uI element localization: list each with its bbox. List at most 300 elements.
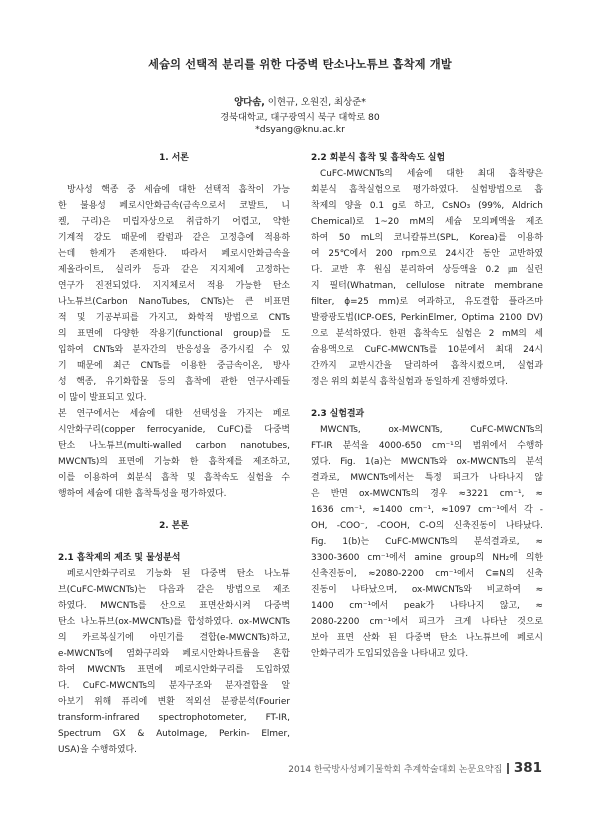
word: 니 [281, 201, 290, 211]
word: cm⁻¹, [409, 505, 434, 515]
paragraph-intro-1 [58, 182, 290, 406]
word: 탄소 [439, 633, 458, 643]
subsection-heading-2-2: 2.2 회분식 흡착 및 흡착속도 실험 [311, 153, 446, 163]
word: 는데 [58, 249, 76, 259]
word: Perkin- [219, 729, 250, 739]
word: 제조하고, [252, 457, 290, 467]
word: 수 [263, 345, 272, 355]
footer-divider [507, 763, 509, 774]
word: 교반하였 [508, 249, 543, 259]
word: ɸ=25 [344, 297, 369, 307]
word: 의한 [525, 553, 543, 563]
text-line [311, 278, 543, 294]
text-line [58, 726, 290, 742]
word: 다. [58, 681, 70, 691]
word: 성 [58, 377, 67, 387]
text-line [311, 342, 543, 358]
word: 고정층에 [219, 233, 255, 243]
word: Fig. [311, 537, 327, 547]
word: 다중벽 [200, 569, 227, 579]
word: 방법으로 [223, 313, 259, 323]
text-line [311, 182, 543, 198]
text-line [58, 662, 290, 678]
text-line [311, 438, 543, 454]
text-line [58, 438, 290, 454]
affiliation: 경북대학교, 대구광역시 북구 대학로 80 [220, 112, 380, 123]
word: 어렵고, [232, 217, 261, 227]
word: 분광분석(Fourier [221, 697, 290, 707]
word: 나노튜브(Carbon [58, 297, 128, 307]
word: ≈ [535, 489, 543, 499]
word: 경우 [430, 489, 448, 499]
word: 같은 [192, 233, 210, 243]
word: 실린 [525, 265, 543, 275]
word: 실험과 [517, 361, 543, 371]
paragraph-preparation [58, 566, 290, 758]
section-heading-body: 2. 본론 [159, 521, 189, 531]
word: 흡착량은 [508, 169, 543, 179]
word: 지지체로서 [152, 281, 196, 291]
word: 고정하는 [255, 265, 290, 275]
word: ㎛ [508, 265, 518, 275]
text-line [58, 422, 290, 438]
word: 브(CuFC-MWCNTs)는 [58, 585, 147, 595]
word: ≈3221 [458, 489, 489, 499]
word: 0.2 [485, 265, 500, 275]
word: 도입하였 [255, 665, 290, 675]
word: 표면산화시켜 [199, 601, 251, 611]
word: 분석을 [342, 441, 369, 451]
word: 입하여 [58, 345, 84, 355]
word: ≈ [535, 601, 543, 611]
word: 실리카 [115, 265, 141, 275]
text-line [311, 310, 543, 326]
word: 흡착속도 [204, 473, 239, 483]
word: 간까지 [311, 361, 337, 371]
word: 1636 [311, 505, 334, 515]
word: 각 [524, 505, 533, 515]
word: CuFC-MWCNTs를 [364, 345, 438, 355]
left-column [58, 150, 290, 758]
word: Elmer, [261, 729, 290, 739]
word: 실험을 [246, 473, 273, 483]
word: 방법으로 [226, 585, 261, 595]
word: 분석하였다. [335, 329, 382, 339]
word: 이용한 [180, 361, 207, 371]
word: 분리하여 [399, 265, 435, 275]
word: 결합(e-MWCNTs)하고, [199, 633, 290, 643]
word: 존재한다. [129, 249, 167, 259]
word: MWCNTs에서는 [350, 473, 414, 483]
text-line [311, 518, 543, 534]
word: 염화구리와 [126, 649, 170, 659]
corresponding-email: *dsyang@knu.ac.kr [255, 124, 345, 135]
word: & [137, 729, 145, 739]
word: 수행하 [517, 441, 543, 451]
text-line [311, 534, 543, 550]
word: 실험방법으로 [470, 185, 523, 195]
word: 흡착에 [185, 377, 211, 387]
word: 다중벽 [405, 633, 432, 643]
word: 강도 [93, 233, 111, 243]
word: 나노튜브에 [465, 633, 509, 643]
word: 등의 [158, 377, 176, 387]
word: amine [414, 553, 442, 563]
word: 다중벽 [264, 601, 290, 611]
word: 및 [76, 313, 86, 323]
word: 작용기(functional [149, 329, 223, 339]
word: CNTs를 [140, 361, 171, 371]
text-line [58, 294, 290, 310]
word: 세슘에 [144, 185, 170, 195]
word: 범위에서 [472, 441, 507, 451]
word: 세슘에 [129, 409, 156, 419]
word: 가능한 [235, 281, 262, 291]
word: -COOH, [376, 521, 410, 531]
word: 은 [311, 489, 320, 499]
word: 2100 [499, 313, 522, 323]
word: 흡착속도 [413, 329, 448, 339]
word: 이용하 [517, 233, 543, 243]
word: e-MWCNTs에 [58, 649, 114, 659]
text-line [58, 230, 290, 246]
word: 유기화합물 [105, 377, 149, 387]
word: 적 [58, 313, 67, 323]
word: C-O의 [419, 521, 445, 531]
word: 교반시간을 [349, 361, 392, 371]
word: 대한 [446, 169, 464, 179]
word: 연구사례들 [247, 377, 290, 387]
text-line [311, 294, 543, 310]
word: 코니칼튜브(SPL, [393, 233, 459, 243]
word: 켈, [58, 217, 70, 227]
subsection-heading-2-3: 2.3 실험결과 [311, 409, 365, 419]
word: 다. [311, 265, 323, 275]
word: 카르복실기에 [82, 633, 134, 643]
text-line [311, 486, 543, 502]
text-line [311, 358, 543, 374]
word: 진동이 [311, 585, 337, 595]
word: 분석 [525, 457, 543, 467]
word: CuFC-MWCNTs의 [470, 425, 543, 435]
word: 적용하 [264, 233, 290, 243]
word: 흡 [534, 185, 543, 195]
word: 3300-3600 [311, 553, 360, 563]
text-line: 안화구리가 도입되었음을 나타내고 있다. [311, 649, 469, 659]
text-line [311, 550, 543, 566]
word: 것으로 [517, 617, 543, 627]
word: 증가시킬 [219, 345, 255, 355]
word: 특정 [424, 473, 442, 483]
word: 수 [281, 473, 290, 483]
word: 산화 [362, 633, 380, 643]
text-line [58, 710, 290, 726]
text-line [58, 694, 290, 710]
word: 였다. [311, 457, 331, 467]
word: 다음과 [158, 585, 185, 595]
word: 제조 [272, 585, 290, 595]
word: carbon [195, 441, 227, 451]
word: 페로시안화나트륨을 [182, 649, 260, 659]
word: 24시 [523, 345, 543, 355]
word: 합성하였다. [187, 617, 234, 627]
word: 나타났다. [505, 521, 543, 531]
word: ≈1400 [372, 505, 403, 515]
text-line [58, 262, 290, 278]
word: cm⁻¹에서 [369, 617, 409, 627]
word: 등과 [152, 265, 170, 275]
word: 않 [534, 473, 543, 483]
word: 200 [375, 249, 393, 259]
word: 기공부피를 [95, 313, 139, 323]
paper-title: 세슘의 선택적 분리를 위한 다중벽 탄소나노튜브 흡착제 개발 [148, 58, 452, 71]
word: Fig. [340, 457, 356, 467]
word: Aldrich [512, 201, 543, 211]
text-line [58, 198, 290, 214]
text-line [58, 182, 290, 198]
word: 핵종 [101, 185, 119, 195]
word: 선택적 [204, 185, 230, 195]
word: 한계가 [89, 249, 116, 259]
word: cm⁻¹, [499, 489, 525, 499]
word: C≡N의 [485, 569, 515, 579]
word: 된 [388, 633, 397, 643]
word: -COO⁻, [336, 521, 368, 531]
word: 페로시안화금속(금속으로서 [119, 201, 226, 211]
text-line [311, 214, 543, 230]
text-line [311, 454, 543, 470]
word: MWCNTs, [320, 425, 361, 435]
word: 나타나지 [449, 601, 485, 611]
word: 위해 [94, 697, 112, 707]
word: CuFC-MWCNTs의 [385, 537, 458, 547]
word: Korea)를 [469, 233, 507, 243]
text-line [311, 262, 543, 278]
word: 분자결합을 [225, 681, 269, 691]
word: CNTs [268, 313, 290, 323]
text-line [58, 278, 290, 294]
word: ≈ [535, 537, 543, 547]
word: 페로시안화구리를 [175, 665, 244, 675]
word: 대한 [178, 185, 196, 195]
word: 혼합 [272, 649, 290, 659]
word: 2080-2200 [311, 617, 360, 627]
paragraph-intro-2 [58, 406, 290, 502]
word: ferrocyanide, [146, 425, 206, 435]
text-line [58, 374, 290, 390]
word: 방사성 [67, 185, 93, 195]
other-authors: 이현규, 오원진, 최상준* [264, 97, 366, 108]
word: NanoTubes, [138, 297, 190, 307]
word: 때문에 [76, 361, 103, 371]
word: 기계적 [58, 233, 84, 243]
word: 진전되었다. [95, 281, 141, 291]
word: CNTs)는 [200, 297, 235, 307]
word: ≈2080-2200 [368, 569, 424, 579]
word: 24시간 [445, 249, 474, 259]
word: ≈1097 [441, 505, 472, 515]
word: 아민기를 [149, 633, 184, 643]
word: 나노튜브(multi-walled [89, 441, 182, 451]
word: 반응성을 [176, 345, 211, 355]
word: 도 [281, 329, 290, 339]
word: DV) [526, 313, 543, 323]
text-line [58, 326, 290, 342]
word: 흡착이 [238, 185, 265, 195]
word: cm⁻¹에서 [478, 505, 518, 515]
word: 알 [281, 681, 290, 691]
word: 가능 [272, 185, 290, 195]
word: 의 [58, 329, 67, 339]
word: 변환 [157, 697, 175, 707]
word: 으로 [311, 329, 329, 339]
word: 표면에 [77, 329, 103, 339]
word: 표면 [336, 633, 354, 643]
text-line [58, 598, 290, 614]
text-line [58, 358, 290, 374]
word: mM의 [501, 329, 527, 339]
text-line: 정은 위의 회분식 흡착실험과 동일하게 진행하였다. [311, 377, 508, 387]
conference-name: 2014 한국방사성폐기물학회 추계학술대회 논문요약집 [288, 764, 503, 775]
word: 신축 [525, 569, 543, 579]
text-line [311, 614, 543, 630]
word: 1400 [311, 601, 334, 611]
word: mM의 [409, 217, 435, 227]
word: 흡착제를 [208, 457, 243, 467]
word: 하여 [58, 665, 76, 675]
word: - [539, 505, 543, 515]
text-line: 행하여 세슘에 대한 흡착특성을 평가하였다. [58, 489, 227, 499]
word: 10분에서 [447, 345, 485, 355]
word: 교반 [331, 265, 349, 275]
word: peak가 [403, 601, 435, 611]
subsection-heading-2-1: 2.1 흡착제의 제조 및 물성분석 [58, 553, 181, 563]
word: CuFC-MWCNTs의 [82, 681, 156, 691]
word: 원심 [373, 265, 392, 275]
word: Optima [461, 313, 495, 323]
text-line [58, 646, 290, 662]
word: 같은 [196, 585, 214, 595]
word: CsNO₃ [442, 201, 471, 211]
word: 한 [189, 457, 199, 467]
word: ≈ [535, 585, 543, 595]
text-line [311, 630, 543, 646]
word: 칼럼과 [156, 233, 183, 243]
text-line [311, 422, 543, 438]
word: 나노튜 [264, 569, 290, 579]
text-line [58, 678, 290, 694]
word: 평가하였다. [412, 185, 459, 195]
word: 취급하기 [186, 217, 221, 227]
word: 아보기 [58, 697, 84, 707]
word: cm⁻¹에서 [349, 601, 389, 611]
word: 적외선 [185, 697, 211, 707]
word: 제조 [525, 217, 543, 227]
word: 4000-650 [378, 441, 422, 451]
text-line [311, 470, 543, 486]
right-column [311, 150, 543, 662]
word: 분자구조와 [168, 681, 212, 691]
word: 세 [534, 329, 543, 339]
word: 하였다. [58, 601, 87, 611]
word: Spectrum [58, 729, 102, 739]
word: MWCNTs를 [100, 601, 147, 611]
first-author: 양다솜, [234, 97, 265, 108]
text-line [311, 166, 543, 182]
word: 최대 [477, 169, 495, 179]
paragraph-results [311, 422, 543, 662]
word: 핵종, [76, 377, 97, 387]
word: 동안 [482, 249, 500, 259]
word: 다중벽 [264, 425, 290, 435]
word: 지지체에 [209, 265, 245, 275]
word: 산으로 [160, 601, 186, 611]
word: 코발트, [239, 201, 268, 211]
word: 페로시안화금속을 [221, 249, 290, 259]
word: 후 [356, 265, 366, 275]
word: 모의폐액을 [472, 217, 516, 227]
word: membrane [494, 281, 543, 291]
word: 반면 [330, 489, 348, 499]
word: 탄소 [58, 441, 76, 451]
word: 결과로, [311, 473, 340, 483]
word: 제올라이트, [58, 265, 104, 275]
word: 표면에 [118, 457, 144, 467]
word: 구리)은 [81, 217, 111, 227]
word: 불용성 [80, 201, 106, 211]
word: 연구가 [58, 281, 84, 291]
word: 한 [58, 201, 67, 211]
word: 가지고, [149, 313, 178, 323]
word: rpm으로 [401, 249, 437, 259]
word: 세슘 [444, 217, 463, 227]
word: 가지는 [237, 409, 263, 419]
word: 1(b)는 [342, 537, 370, 547]
word: cm⁻¹에서 [435, 569, 475, 579]
text-line [58, 406, 290, 422]
word: 최대 [495, 345, 513, 355]
word: 0.1 [369, 201, 384, 211]
word: CuFC-MWCNTs의 [320, 169, 393, 179]
word: 및 [186, 473, 196, 483]
word: CNTs와 [93, 345, 124, 355]
word: 탄소 [236, 569, 254, 579]
word: mm)로 [378, 297, 408, 307]
word: 탄소 [58, 617, 76, 627]
word: NH₂에 [492, 553, 518, 563]
word: 25℃에서 [328, 249, 367, 259]
word: 흡착실험으로 [349, 185, 401, 195]
word: 50 [338, 233, 351, 243]
text-line [311, 230, 543, 246]
word: 약한 [272, 217, 290, 227]
word: 때문에 [121, 233, 147, 243]
word: filter, [311, 297, 335, 307]
word: 기능화 [153, 457, 180, 467]
word: GX [112, 729, 126, 739]
word: 대한 [165, 409, 183, 419]
section-heading-introduction: 1. 서론 [159, 153, 189, 163]
word: 상등액을 [442, 265, 477, 275]
text-line [58, 342, 290, 358]
word: CuFC)를 [217, 425, 253, 435]
word: 기 [58, 361, 67, 371]
word: MWCNTs [87, 665, 126, 675]
word: 나노튜브(ox-MWCNTs)를 [80, 617, 182, 627]
word: OH, [311, 521, 328, 531]
text-line [58, 470, 290, 486]
word: 시안화구리(copper [58, 425, 136, 435]
